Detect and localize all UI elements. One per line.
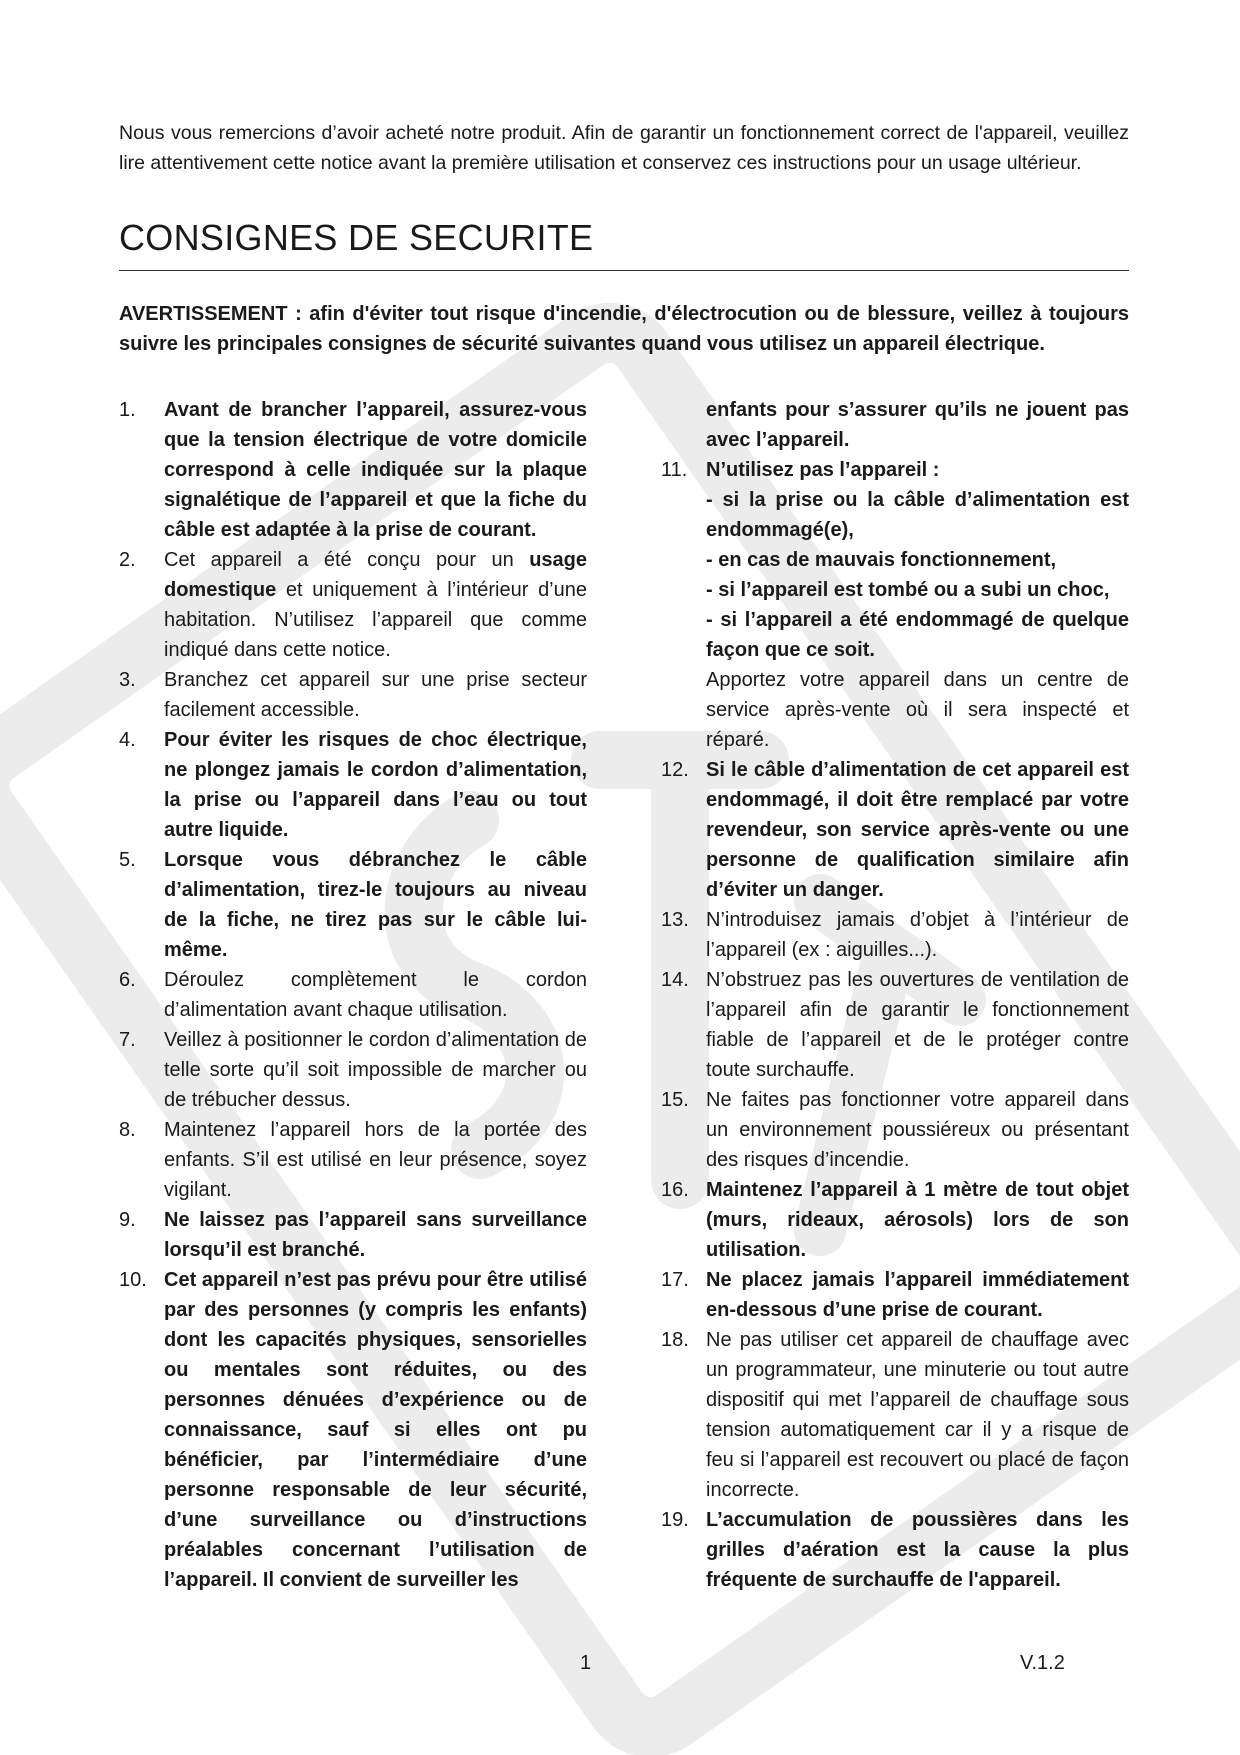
sub-item: - si l’appareil est tombé ou a subi un choc, — [706, 579, 1110, 601]
item-text-pre: Cet appareil a été conçu pour un — [164, 549, 530, 571]
item-number: 16. — [661, 1179, 689, 1201]
item-number: 3. — [119, 669, 136, 691]
list-item — [661, 1265, 1129, 1325]
list-item — [119, 395, 587, 545]
item-number: 18. — [661, 1329, 689, 1351]
item-number: 1. — [119, 399, 136, 421]
item-text: Ne laissez pas l’appareil sans surveillance lorsqu’il est branché. — [164, 1209, 587, 1261]
item-text: Maintenez l’appareil à 1 mètre de tout objet (murs, rideaux, aérosols) lors de son utilisation. — [706, 1179, 1129, 1261]
list-item — [661, 965, 1129, 1085]
item-text: N’introduisez jamais d’objet à l’intérieur de l’appareil (ex : aiguilles...). — [706, 909, 1129, 961]
section-title: CONSIGNES DE SECURITE — [119, 217, 594, 258]
sub-item: - si l’appareil a été endommagé de quelque façon que ce soit. — [706, 609, 1129, 661]
item-number: 8. — [119, 1119, 136, 1141]
list-item — [661, 905, 1129, 965]
item-heading: N’utilisez pas l’appareil : — [706, 459, 940, 481]
list-item — [119, 845, 587, 965]
title-divider — [119, 270, 1129, 271]
item-text: Ne placez jamais l’appareil immédiatement en-dessous d’une prise de courant. — [706, 1269, 1129, 1321]
item-number: 4. — [119, 729, 136, 751]
item-text: Ne pas utiliser cet appareil de chauffage avec un programmateur, une minuterie ou tout autre dispositif qui met l’appareil de chauffage sous tension automatiquement car il y a risque de feu si l’appareil est recouvert ou placé de façon incorrecte. — [706, 1329, 1129, 1501]
left-column — [119, 395, 587, 1595]
item-text: Ne faites pas fonctionner votre appareil dans un environnement poussiéreux ou présentant des risques d’incendie. — [706, 1089, 1129, 1171]
item-text: N’obstruez pas les ouvertures de ventilation de l’appareil afin de garantir le fonctionnement fiable de l’appareil et de le protéger contre toute surchauffe. — [706, 969, 1129, 1081]
list-item — [661, 1175, 1129, 1265]
list-item — [661, 455, 1129, 755]
list-item — [661, 1325, 1129, 1505]
list-item — [119, 965, 587, 1025]
list-item — [119, 545, 587, 665]
content — [119, 118, 1129, 1595]
list-item — [661, 755, 1129, 905]
item-number: 10. — [119, 1269, 147, 1291]
right-column — [661, 395, 1129, 1595]
item-number: 2. — [119, 549, 136, 571]
item-number: 11. — [661, 459, 688, 481]
item-text: Avant de brancher l’appareil, assurez-vous que la tension électrique de votre domicile correspond à celle indiquée sur la plaque signalétique de l’appareil et que la fiche du câble est adaptée à la prise de courant. — [164, 399, 587, 541]
item-number: 14. — [661, 969, 689, 991]
item-text: L’accumulation de poussières dans les grilles d’aération est la cause la plus fréquente de surchauffe de l'appareil. — [706, 1509, 1129, 1591]
item-number: 15. — [661, 1089, 689, 1111]
item-number: 6. — [119, 969, 136, 991]
intro-paragraph: Nous vous remercions d’avoir acheté notre produit. Afin de garantir un fonctionnement correct de l'appareil, veuillez lire attentivement cette notice avant la première utilisation et conservez ces instructions pour un usage ultérieur. — [119, 122, 1129, 174]
item-text: Lorsque vous débranchez le câble d’alimentation, tirez-le toujours au niveau de la fiche, ne tirez pas sur le câble lui-même. — [164, 849, 587, 961]
item-text: Déroulez complètement le cordon d’alimentation avant chaque utilisation. — [164, 969, 587, 1021]
item-text-bold: usage domestique — [164, 549, 587, 601]
list-item — [119, 1025, 587, 1115]
safety-list — [119, 395, 1129, 1595]
list-item — [661, 1085, 1129, 1175]
item-number: 17. — [661, 1269, 689, 1291]
page-number: 1 — [580, 1652, 592, 1674]
item-number: 9. — [119, 1209, 136, 1231]
warning-paragraph: AVERTISSEMENT : afin d'éviter tout risque d'incendie, d'électrocution ou de blessure, veillez à toujours suivre les principales consignes de sécurité suivantes quand vous utilisez un appareil électrique. — [119, 303, 1129, 355]
list-item — [119, 665, 587, 725]
item-text: Veillez à positionner le cordon d’alimentation de telle sorte qu’il soit impossible de marcher ou de trébucher dessus. — [164, 1029, 587, 1111]
sub-item: - en cas de mauvais fonctionnement, — [706, 549, 1057, 571]
item-text: Branchez cet appareil sur une prise secteur facilement accessible. — [164, 669, 587, 721]
list-item — [119, 725, 587, 845]
item-text: Maintenez l’appareil hors de la portée des enfants. S’il est utilisé en leur présence, soyez vigilant. — [164, 1119, 587, 1201]
sub-note: Apportez votre appareil dans un centre de service après-vente où il sera inspecté et réparé. — [706, 669, 1129, 751]
item-text: Pour éviter les risques de choc électrique, ne plongez jamais le cordon d’alimentation, la prise ou l’appareil dans l’eau ou tout autre liquide. — [164, 729, 587, 841]
list-item — [661, 1505, 1129, 1595]
item-number: 13. — [661, 909, 689, 931]
item-number: 5. — [119, 849, 136, 871]
item-text — [706, 455, 1129, 755]
item-text-post: et uniquement à l’intérieur d’une habitation. N’utilisez l’appareil que comme indiqué dans cette notice. — [164, 579, 587, 661]
item-continuation: enfants pour s’assurer qu’ils ne jouent pas avec l’appareil. — [706, 399, 1129, 451]
list-item — [119, 1115, 587, 1205]
item-text: Si le câble d’alimentation de cet appareil est endommagé, il doit être remplacé par votre revendeur, son service après-vente ou une personne de qualification similaire afin d’éviter un danger. — [706, 759, 1129, 901]
item-number: 12. — [661, 759, 689, 781]
item-number: 19. — [661, 1509, 689, 1531]
list-item — [119, 1265, 587, 1595]
list-item — [119, 1205, 587, 1265]
sub-item: - si la prise ou la câble d’alimentation est endommagé(e), — [706, 489, 1129, 541]
item-text — [164, 545, 587, 665]
version-label: V.1.2 — [1020, 1652, 1065, 1674]
item-number: 7. — [119, 1029, 136, 1051]
item-text: Cet appareil n’est pas prévu pour être utilisé par des personnes (y compris les enfants) dont les capacités physiques, sensorielles ou mentales sont réduites, ou des personnes dénuées d’expérience ou de connaissance, sauf si elles ont pu bénéficier, par l’intermédiaire d’une personne responsable de leur sécurité, d’une surveillance ou d’instructions préalables concernant l’utilisation de l’appareil. Il convient de surveiller les — [164, 1269, 587, 1591]
